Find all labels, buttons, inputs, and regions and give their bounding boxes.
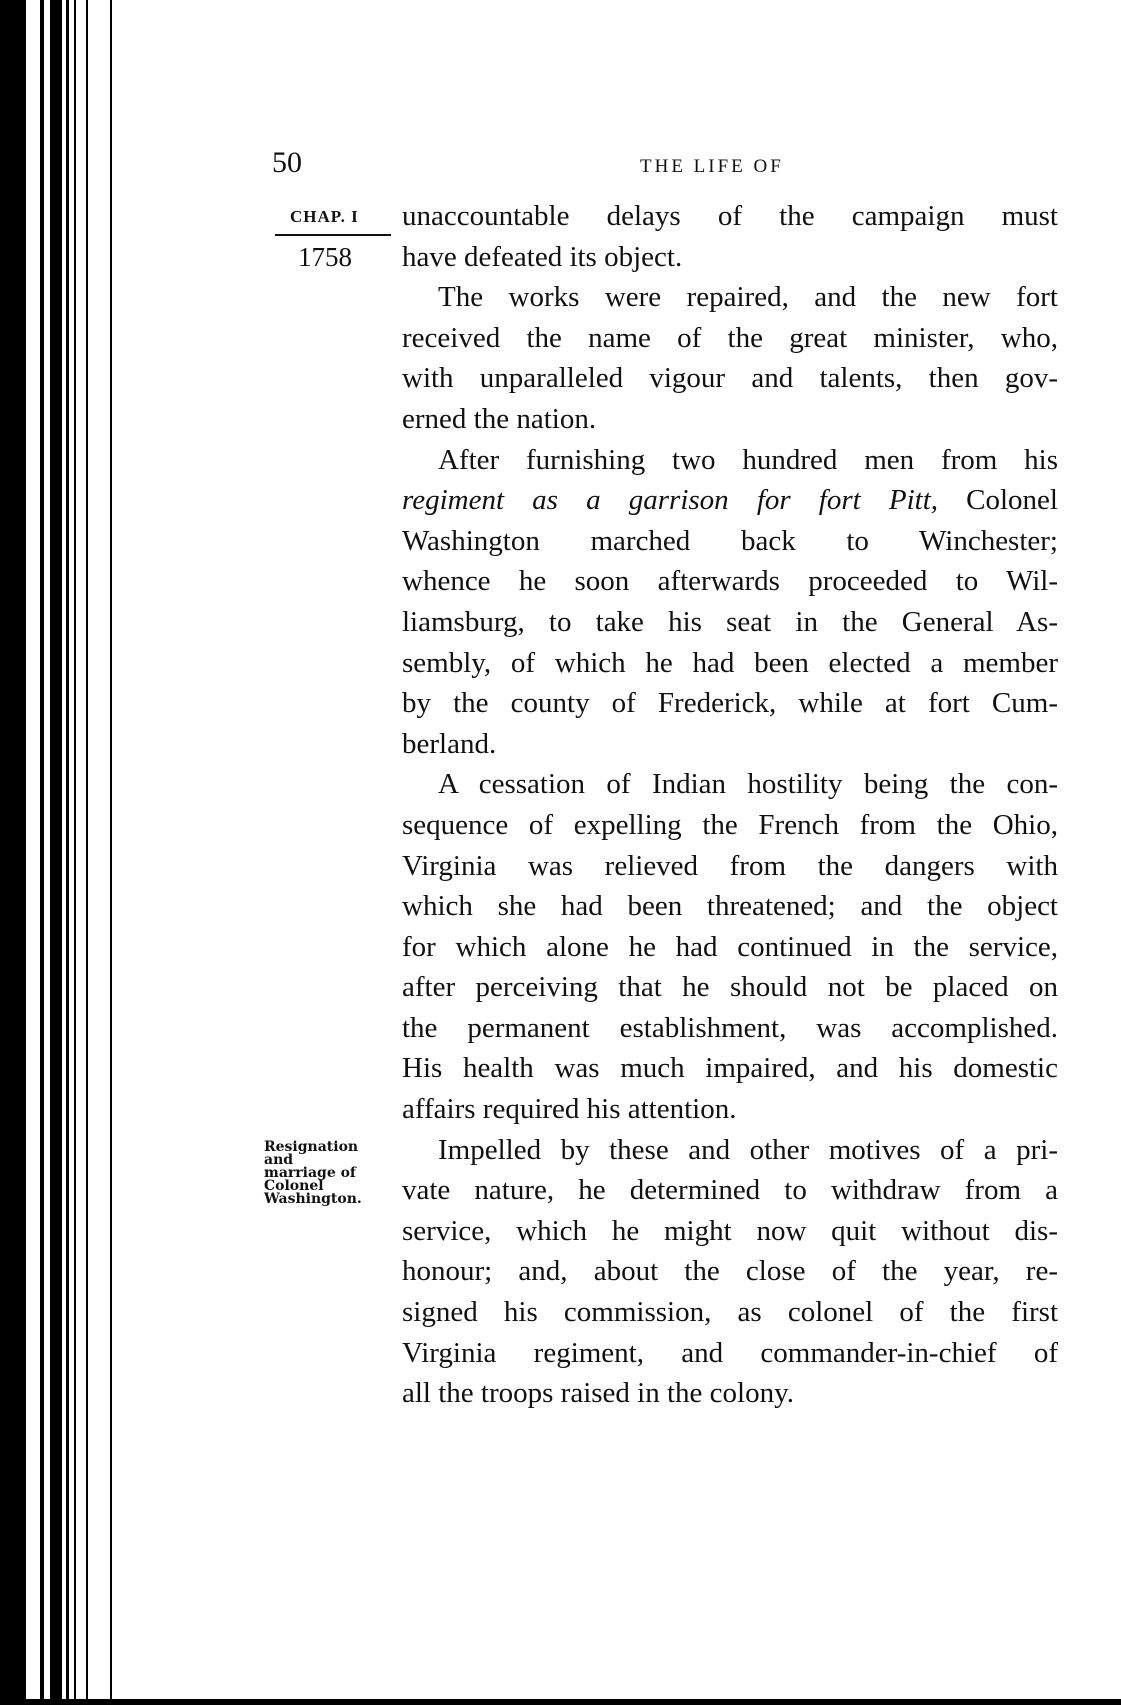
running-head: THE LIFE OF	[640, 156, 784, 177]
chapter-label: CHAP. I	[290, 207, 359, 226]
book-binding-edge	[0, 0, 120, 1705]
page-bottom-edge	[0, 1699, 1121, 1705]
marginal-note-line: and	[264, 1152, 294, 1168]
text-line: the permanent establishment, was accomplished.	[402, 1011, 1058, 1044]
marginal-note-line: Washington.	[264, 1191, 362, 1207]
text-line: after perceiving that he should not be placed on	[402, 971, 1058, 1004]
text-line: Washington marched back to Winchester;	[402, 524, 1058, 557]
text-line: which she had been threatened; and the object	[402, 890, 1058, 923]
text-line: sembly, of which he had been elected a member	[402, 646, 1058, 679]
text-line: After furnishing two hundred men from his	[438, 443, 1058, 476]
text-line: whence he soon afterwards proceeded to Wil-	[402, 565, 1058, 598]
marginal-note-line: Resignation	[264, 1139, 359, 1155]
body-text	[402, 196, 1058, 1414]
marginal-note-line: Colonel	[264, 1178, 324, 1194]
text-line: with unparalleled vigour and talents, then gov-	[402, 362, 1058, 395]
margin-year: 1758	[298, 242, 352, 272]
text-line: The works were repaired, and the new fort	[438, 281, 1058, 314]
text-line: Virginia regiment, and commander-in-chief of	[402, 1336, 1058, 1369]
text-line: A cessation of Indian hostility being the con-	[438, 768, 1058, 801]
text-line: berland.	[402, 727, 497, 760]
text-line: erned the nation.	[402, 402, 597, 435]
text-line: for which alone he had continued in the service,	[402, 930, 1058, 963]
text-line: affairs required his attention.	[402, 1093, 737, 1126]
text-line: honour; and, about the close of the year, re-	[402, 1255, 1058, 1288]
text-line: all the troops raised in the colony.	[402, 1377, 794, 1410]
marginal-note	[264, 1141, 362, 1206]
text-line: unaccountable delays of the campaign must	[402, 200, 1058, 232]
text-line: have defeated its object.	[402, 240, 683, 273]
text-line: liamsburg, to take his seat in the General As-	[402, 605, 1058, 638]
text-line: by the county of Frederick, while at fort Cum-	[402, 687, 1058, 720]
page-number: 50	[272, 146, 302, 179]
text-line: signed his commission, as colonel of the first	[402, 1296, 1058, 1329]
text-line	[402, 480, 1058, 521]
italic-text: regiment as a garrison for fort Pitt,	[402, 484, 938, 517]
text-line: Impelled by these and other motives of a pri-	[438, 1133, 1058, 1166]
roman-text: Colonel	[938, 484, 1058, 517]
text-line: received the name of the great minister, who,	[402, 321, 1058, 354]
text-line: sequence of expelling the French from the Ohio,	[402, 808, 1058, 841]
margin-rule	[275, 234, 391, 236]
text-line: Virginia was relieved from the dangers with	[402, 849, 1058, 882]
text-line: vate nature, he determined to withdraw from a	[402, 1174, 1058, 1207]
text-line: service, which he might now quit without dis-	[402, 1214, 1058, 1247]
marginal-note-line: marriage of	[264, 1165, 356, 1181]
text-line: His health was much impaired, and his domestic	[402, 1052, 1058, 1085]
